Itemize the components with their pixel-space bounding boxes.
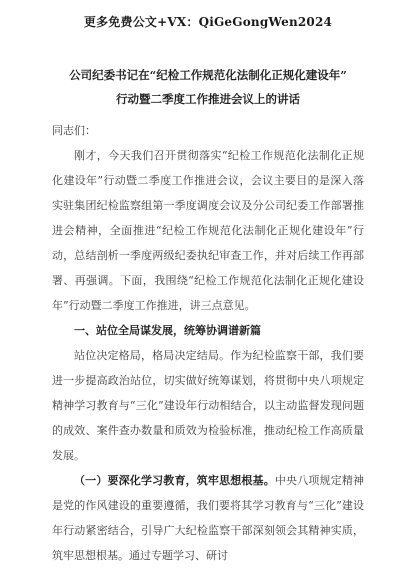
promo-banner: 更多免费公文+VX：QiGeGongWen2024 [83, 15, 333, 29]
intro-paragraph: 刚才，今天我们召开贯彻落实“纪检工作规范化法制化正规化建设年”行动暨二季度工作推进会议，会议主要目的是深入落实驻集团纪检监察组第一季度调度会议及分公司纪委工作部署推进会精神，全面推进“纪检工作规范化法制化正规化建设年”行动，总结剖析一季度两级纪委执纪审查工作，并对后续工作再部署、再强调。下面，我围绕“纪检工作规范化法制化正规化建设年”行动暨二季度工作推进，讲三点意见。 [52, 149, 364, 312]
section-1-heading: 一、站位全局谋发展，统筹协调谱新篇 [74, 324, 261, 337]
title-line-1: 公司纪委书记在“纪检工作规范化法制化正规化建设年” [69, 68, 347, 82]
salutation: 同志们： [52, 124, 96, 137]
title-line-2: 行动暨二季度工作推进会议上的讲话 [116, 92, 300, 106]
document-title [52, 63, 364, 111]
section-1-body: 站位决定格局，格局决定结局。作为纪检监察干部，我们要进一步提高政治站位，切实做好统筹谋划，将贯彻中央八项规定精神学习教育与“三化”建设年行动相结合，以主动监督发现问题的成效、案件查办数量和质效为检验标准，推动纪检工作高质量发展。 [52, 349, 364, 462]
subsection-1-body: 中央八项规定精神是党的作风建设的重要遵循，我们要将其学习教育与“三化”建设年行动紧密结合，引导广大纪检监察干部深刻领会其精神实质，筑牢思想根基。通过专题学习、研讨 [52, 474, 365, 562]
subsection-1-paragraph [52, 468, 364, 568]
subsection-1-heading: （一）要深化学习教育，筑牢思想根基。 [74, 474, 275, 487]
